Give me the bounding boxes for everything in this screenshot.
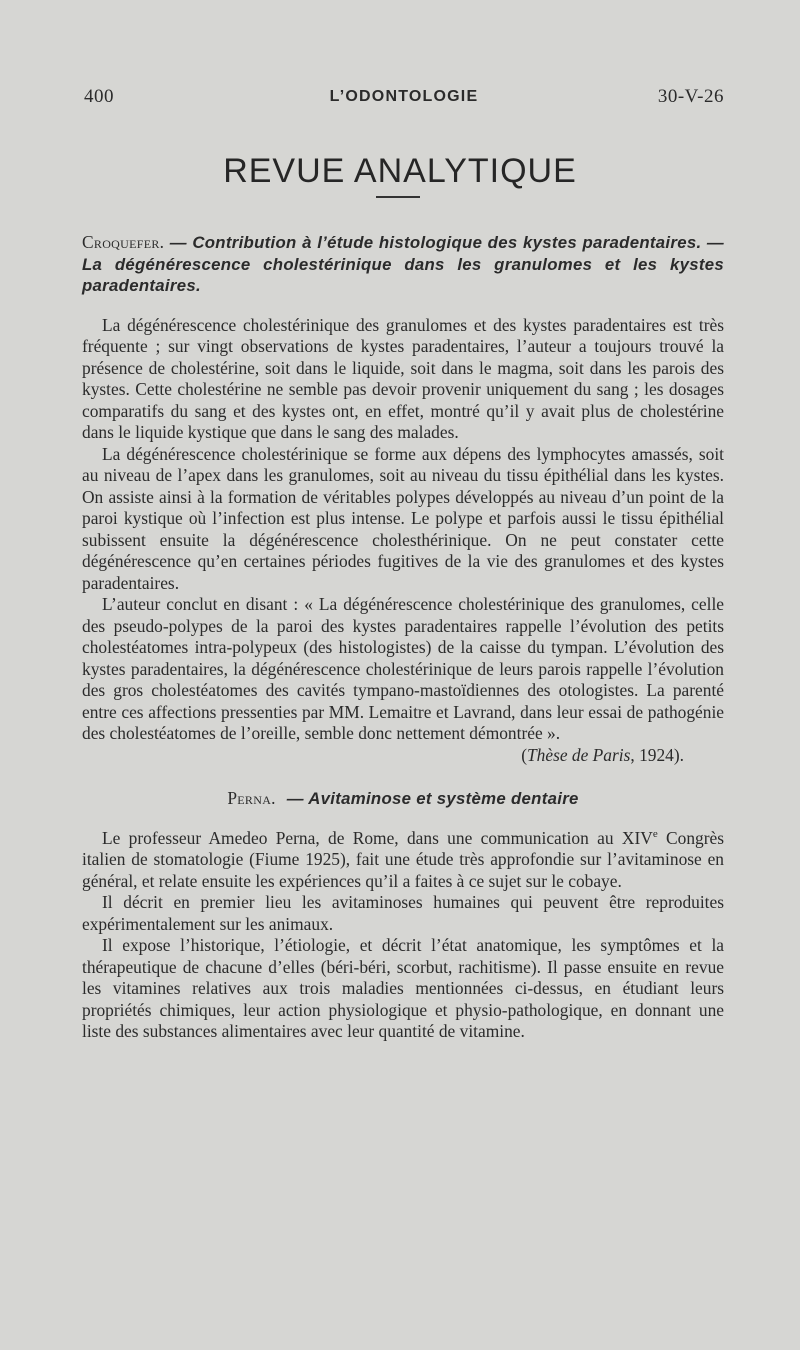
article2-heading — [82, 788, 724, 810]
article2-author: Perna. — [227, 788, 276, 808]
article1-heading — [82, 232, 724, 297]
ordinal-superscript: e — [652, 827, 658, 840]
citation-open: ( — [521, 744, 527, 765]
section-title: REVUE ANALYTIQUE — [223, 152, 577, 190]
article1-paragraph-2: La dégénérescence cholestérinique se forme aux dépens des lymphocytes amassés, soit au niveau de l’apex dans les granulomes, soit au niveau du tissu épithélial dans les kystes. On assiste ainsi à la formation de véritables polypes développés au niveau d’un point de la paroi kystique où l’infection est plus intense. Le polype et parfois aussi le tissu épithélial subissent ensuite la dégénérescence cholesthérinique. On ne peut constater cette dégénérescence qu’en certaines périodes fugitives de la vie des granulomes et des kystes paradentaires. — [82, 443, 724, 593]
issue-date: 30-V-26 — [657, 86, 724, 107]
citation-source: Thèse de Paris — [527, 744, 631, 765]
article1-citation — [82, 745, 724, 767]
article1-author: Croquefer. — [82, 232, 165, 252]
article1-title: — Contribution à l’étude histologique des kystes paradentaires. — La dégénérescence cholestérinique dans les granulomes et les kystes paradentaires. — [82, 233, 724, 295]
page-number: 400 — [84, 86, 114, 107]
article2-paragraph-1-start: Le professeur Amedeo Perna, de Rome, dans une communication au XIV — [102, 827, 653, 848]
article2-paragraph-1 — [82, 828, 724, 893]
article2-paragraph-3: Il expose l’historique, l’étiologie, et décrit l’état anatomique, les symptômes et la thérapeutique de chacune d’elles (béri-béri, scorbut, rachitisme). Il passe ensuite en revue les vitamines relatives aux trois maladies mentionnées ci-dessus, en étudiant leurs propriétés chimiques, leur action physiologique et physio-pathologique, en donnant une liste des substances alimentaires avec leur quantité de vitamine. — [82, 935, 724, 1041]
citation-rest: , 1924). — [630, 744, 684, 765]
article2-paragraph-2: Il décrit en premier lieu les avitaminoses humaines qui peuvent être reproduites expérimentalement sur les animaux. — [82, 892, 724, 934]
article1-paragraph-1: La dégénérescence cholestérinique des granulomes et des kystes paradentaires est très fréquente ; sur vingt observations de kystes paradentaires, l’auteur a toujours trouvé la présence de cholestérine, soit dans le liquide, soit dans le magma, soit dans les parois des kystes. Cette cholestérine ne semble pas devoir provenir uniquement du sang ; les dosages comparatifs du sang et des kystes ont, en effet, montré qu’il y avait plus de cholestérine dans le liquide kystique que dans le sang des malades. — [82, 314, 724, 442]
article2-title: — Avitaminose et système dentaire — [281, 789, 579, 808]
article-body — [82, 232, 724, 1043]
journal-title: L’ODONTOLOGIE — [329, 88, 479, 105]
article2-paragraph-1-end: Congrès italien de stomatologie (Fiume 1925), fait une étude très approfondie sur l’avitaminose en général, et relate ensuite les expériences qu’il a faites à ce sujet sur le cobaye. — [82, 827, 724, 891]
title-divider — [376, 196, 420, 198]
article1-paragraph-3: L’auteur conclut en disant : « La dégénérescence cholestérinique des granulomes, celle des pseudo-polypes de la paroi des kystes paradentaires rappelle l’évolution des petits cholestéatomes intra-polypeux (des histologistes) de la caisse du tympan. L’évolution des kystes paradentaires, la dégénérescence cholestérinique de leurs parois rappelle l’évolution des gros cholestéatomes des cavités tympano-mastoïdiennes des otologistes. La parenté entre ces affections pressenties par MM. Lemaitre et Lavrand, dans leur essai de pathogénie des cholestéatomes de l’oreille, semble donc nettement démontrée ». — [82, 594, 724, 743]
running-header — [84, 86, 724, 110]
